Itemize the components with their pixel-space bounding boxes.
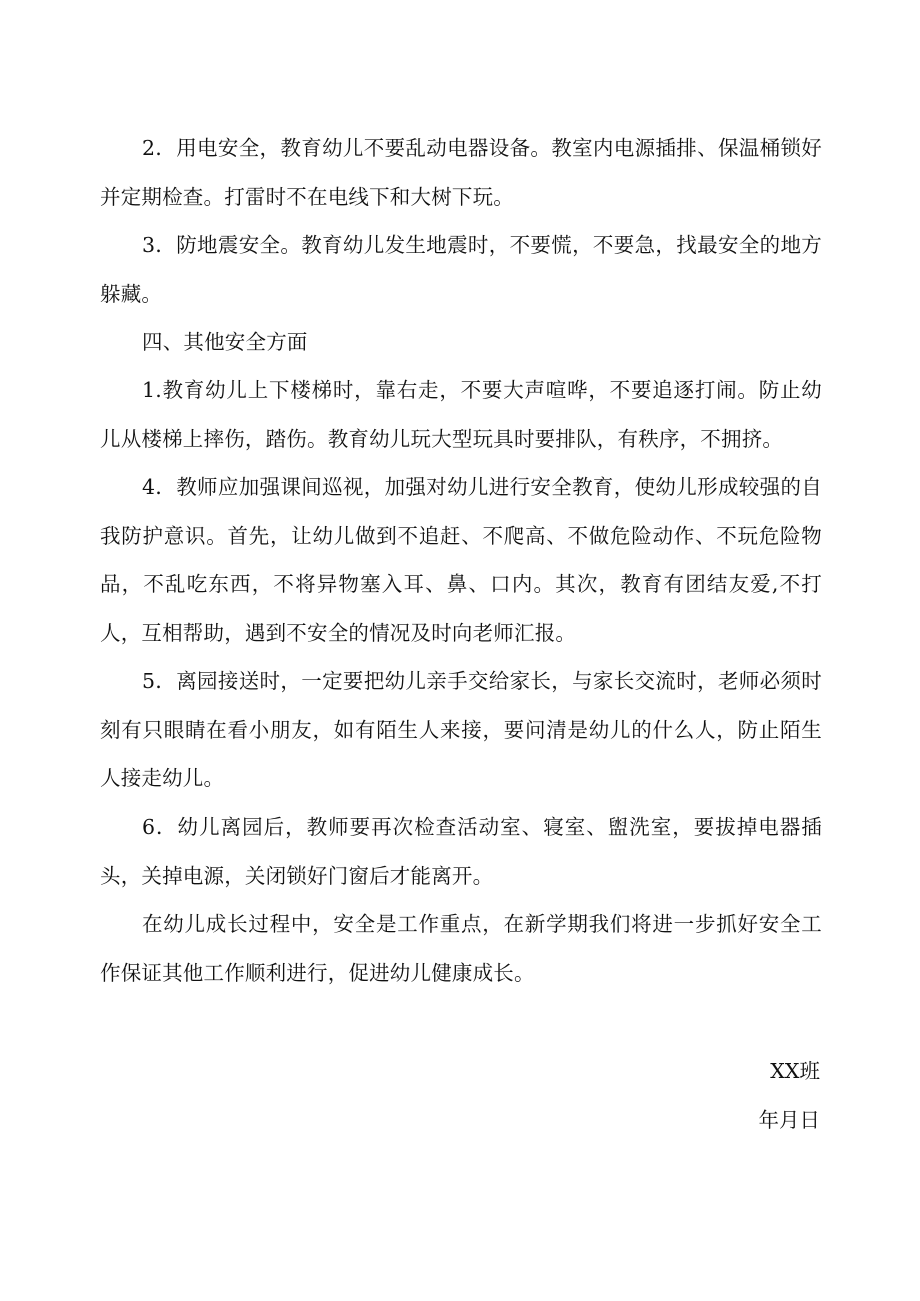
signature-date: 年月日	[758, 1108, 820, 1132]
paragraph-conclusion: 在幼儿成长过程中，安全是工作重点，在新学期我们将进一步抓好安全工作保证其他工作顺利进行，促进幼儿健康成长。	[100, 912, 822, 985]
signature-class-name: XX班	[770, 1059, 820, 1083]
paragraph-teacher-patrol: 4．教师应加强课间巡视，加强对幼儿进行安全教育，使幼儿形成较强的自我防护意识。首先，让幼儿做到不追赶、不爬高、不做危险动作、不玩危险物品，不乱吃东西，不将异物塞入耳、鼻、口内。其次，教育有团结友爱,不打人，互相帮助，遇到不安全的情况及时向老师汇报。	[100, 475, 822, 645]
paragraph-electric-safety: 2．用电安全，教育幼儿不要乱动电器设备。教室内电源插排、保温桶锁好并定期检查。打雷时不在电线下和大树下玩。	[100, 136, 822, 209]
paragraph-stairs-safety: 1.教育幼儿上下楼梯时，靠右走，不要大声喧哗，不要追逐打闹。防止幼儿从楼梯上摔伤，踏伤。教育幼儿玩大型玩具时要排队，有秩序，不拥挤。	[100, 378, 822, 451]
paragraph-earthquake-safety: 3．防地震安全。教育幼儿发生地震时，不要慌，不要急，找最安全的地方躲藏。	[100, 233, 822, 306]
paragraph-pickup-safety: 5．离园接送时，一定要把幼儿亲手交给家长，与家长交流时，老师必须时刻有只眼睛在看小朋友，如有陌生人来接，要问清是幼儿的什么人，防止陌生人接走幼儿。	[100, 669, 822, 790]
section-heading-other-safety: 四、其他安全方面	[142, 330, 308, 354]
paragraph-after-leaving: 6．幼儿离园后，教师要再次检查活动室、寝室、盥洗室，要拔掉电器插头，关掉电源，关闭锁好门窗后才能离开。	[100, 815, 822, 888]
